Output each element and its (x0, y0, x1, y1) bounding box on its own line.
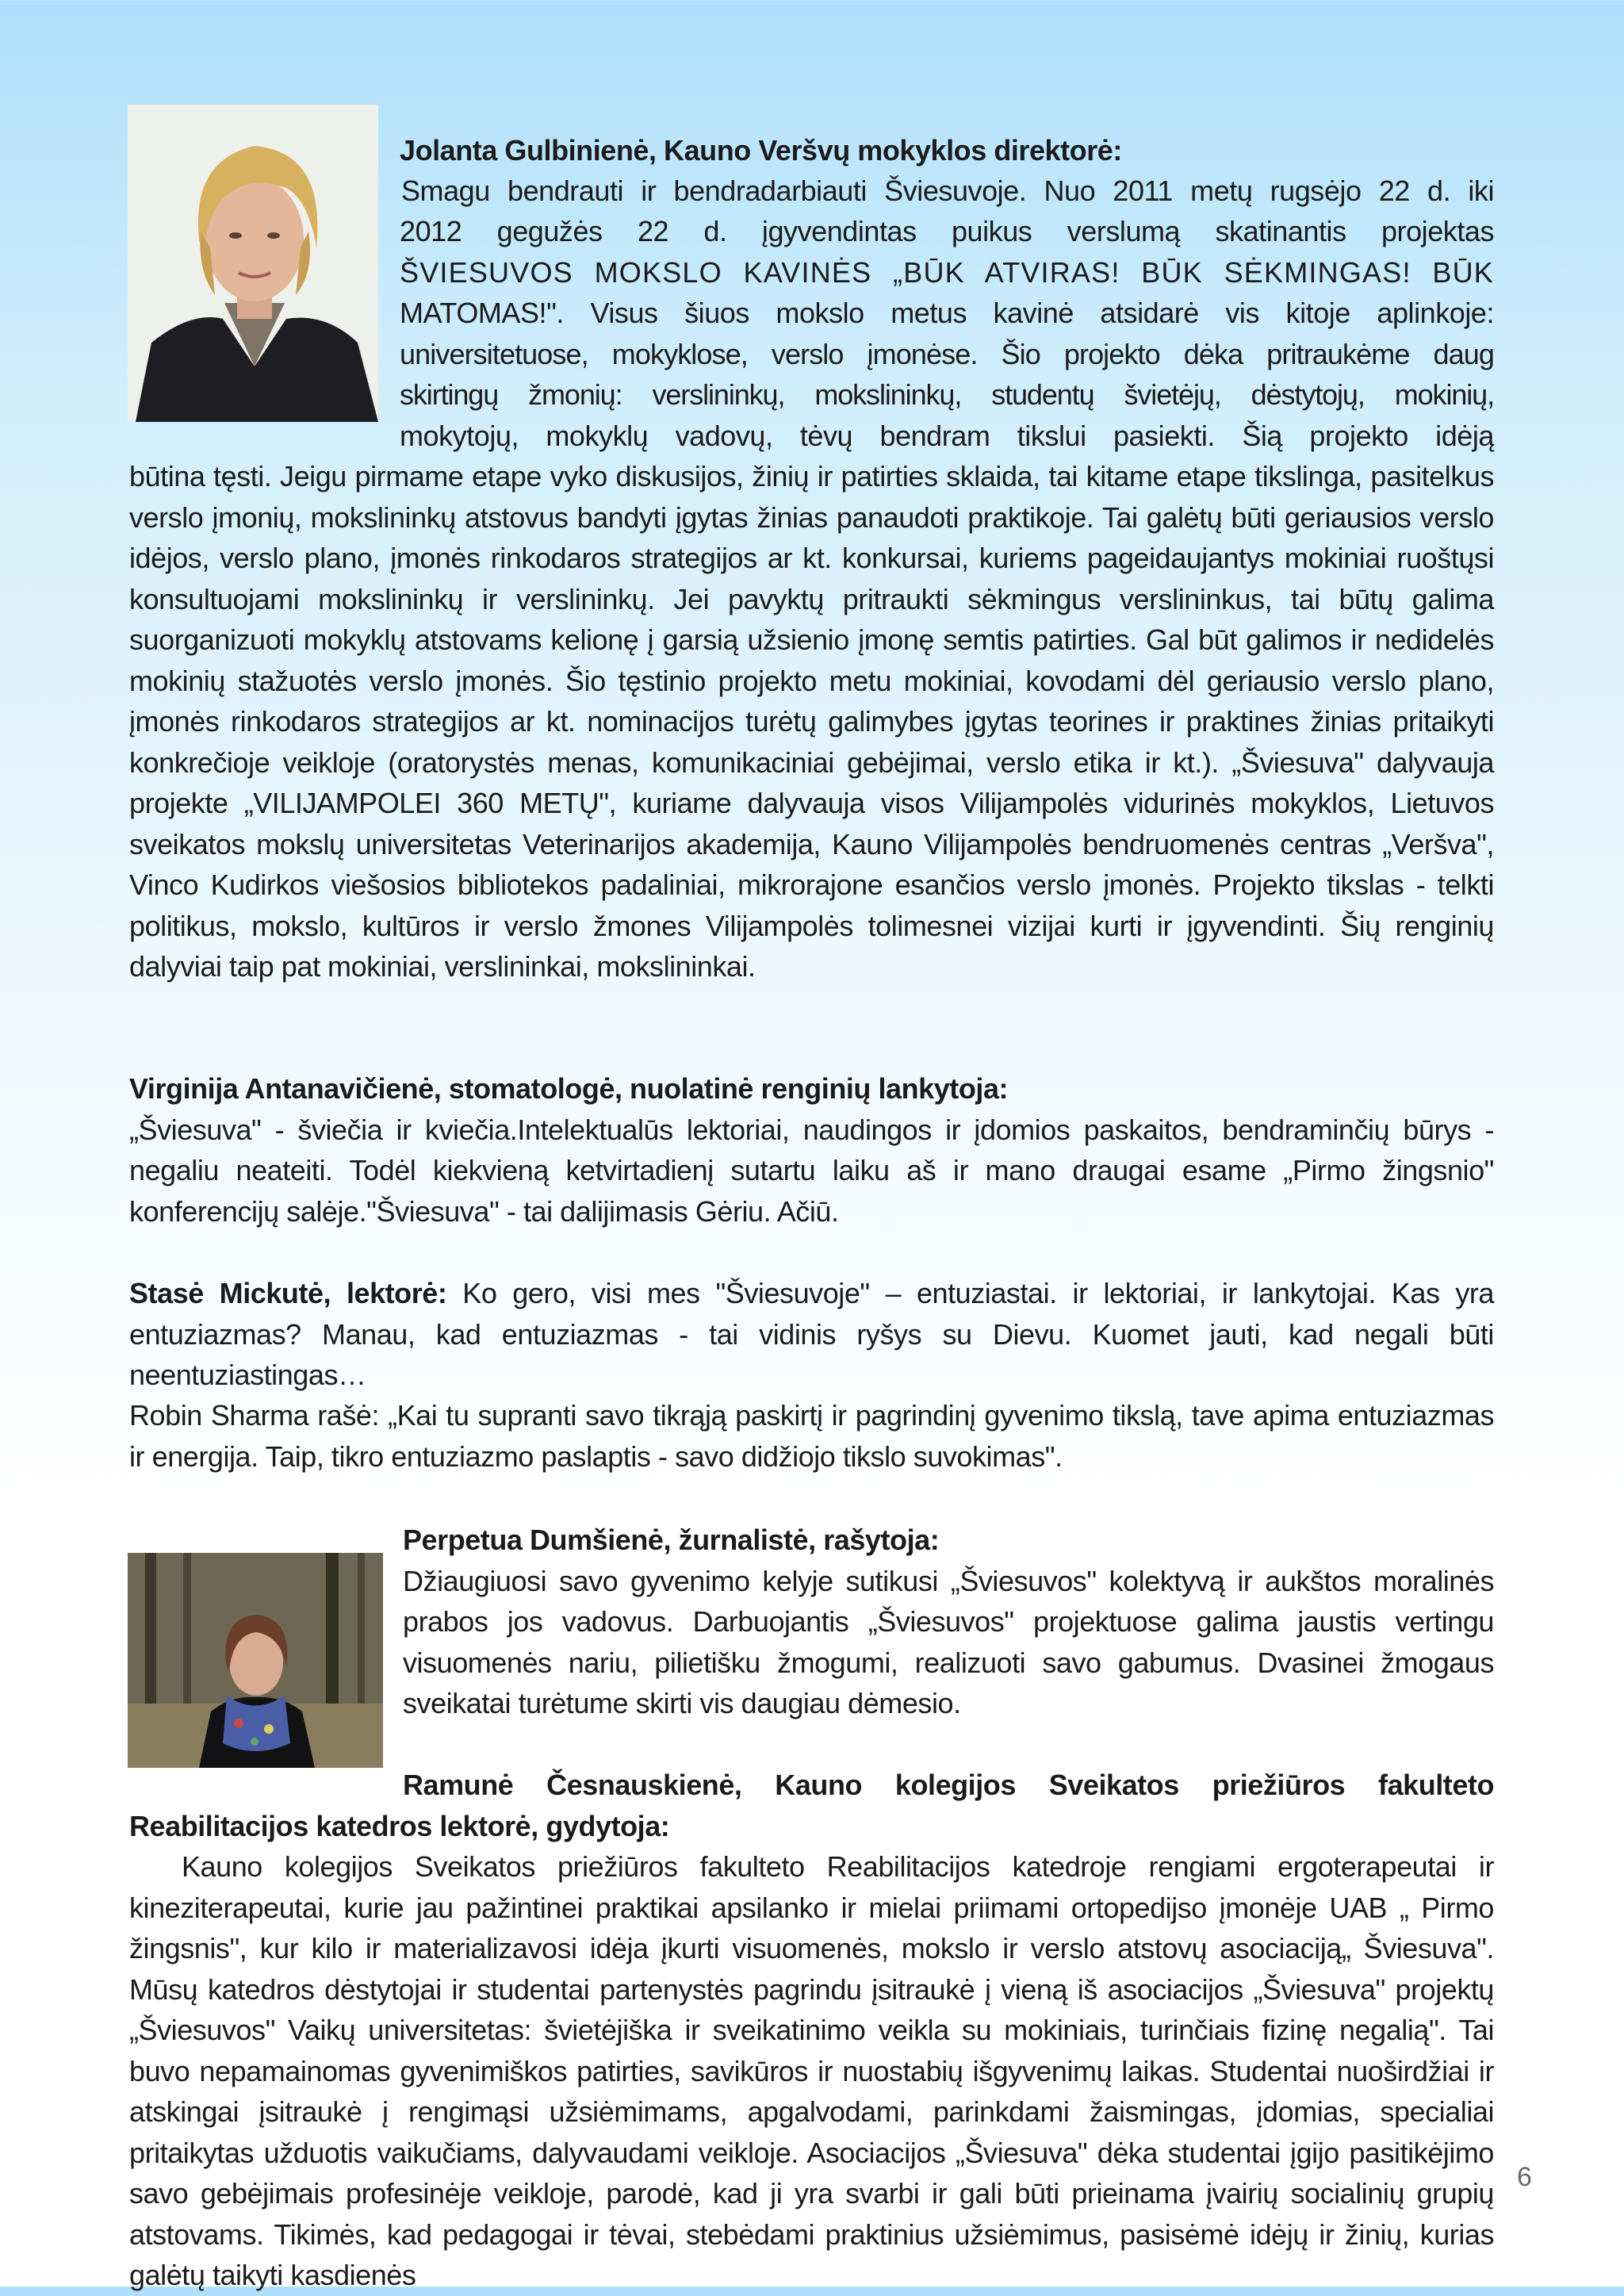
portrait-photo-jolanta (128, 105, 378, 422)
perpetua-text: Džiaugiuosi savo gyvenimo kelyje sutikusi „Šviesuvos" kolektyvą ir aukštos moralinės prabos jos vadovus. Darbuojantis „Šviesuvos" projektuose galima jaustis vertingu visuomenės nariu, pilietišku žmogumi, realizuoti savo gabumus. Dvasinei žmogaus sveikatai turėtume skirti vis daugiau dėmesio. (403, 1564, 1494, 1719)
stase-block (129, 1273, 1494, 1396)
virginija-heading: Virginija Antanavičienė, stomatologė, nuolatinė renginių lankytoja: (129, 1072, 1009, 1105)
virginija-block (129, 1068, 1494, 1232)
virginija-text: „Šviesuva" - šviečia ir kviečia.Intelektualūs lektoriai, naudingos ir įdomios paskaitos, bendraminčių būrys - negaliu neateiti. Todėl kiekvieną ketvirtadienį sutartu laiku aš ir mano draugai esame „Pirmo žingsnio" konferencijų salėje."Šviesuva" - tai dalijimasis Gėriu. Ačiū. (129, 1113, 1494, 1228)
ramune-text: Kauno kolegijos Sveikatos priežiūros fakulteto Reabilitacijos katedroje rengiami ergoterapeutai ir kineziterapeutai, kurie jau pažintinei praktikai apsilanko ir mielai priimami ortopedijso įmonėje UAB „ Pirmo žingsnis", kur kilo ir materializavosi idėja įkurti visuomenės, mokslo ir verslo atstovų asociaciją„ Šviesuva". Mūsų katedros dėstytojai ir studentai partenystės pagrindu įsitraukė į vieną iš asociacijos „Šviesuva" projektų „Šviesuvos" Vaikų universitetas: švietėjiška ir sveikatinimo veikla su mokiniais, turinčiais fizinę negalią". Tai buvo nepamainomas gyvenimiškos patirties, savikūros ir nuostabių išgyvenimų laikas. Studentai nuoširdžiai ir atskingai įsitraukė į rengimąsi užsiėmimams, apgalvodami, parinkdami žaismingas, įdomias, specialiai pritaikytas užduotis vaikučiams, dalyvaudami veikloje. Asociacijos „Šviesuva" dėka studentai įgijo pasitikėjimo savo gebėjimais profesinėje veikloje, parodė, kad ji yra svarbi ir gali būti prieinama įvairių socialinių grupių atstovams. Tikimės, kad pedagogai ir tėvai, stebėdami praktinius užsiėmimus, pasisėmė idėjų ir žinių, kurias galėtų taikyti kasdienės (129, 1850, 1494, 2291)
stase-heading: Stasė Mickutė, lektorė: (129, 1277, 447, 1309)
jolanta-body: būtina tęsti. Jeigu pirmame etape vyko diskusijos, žinių ir patirties sklaida, tai kitame etape tikslinga, pasitelkus verslo įmonių, mokslininkų atstovus bandyti įgytas žinias panaudoti praktikoje. Tai galėtų būti geriausios verslo idėjos, verslo plano, įmonės rinkodaros strategijos ar kt. konkursai, kuriems pageidaujantys mokiniai ruoštųsi konsultuojami mokslininkų ir verslininkų. Jei pavyktų pritraukti sėkmingus verslininkus, tai būtų galima suorganizuoti mokyklų atstovams kelionę į garsią užsienio įmonę semtis patirties. Gal būt galimos ir nedidelės mokinių stažuotės verslo įmonės. Šio tęstinio projekto metu mokiniai, kovodami dėl geriausio verslo plano, įmonės rinkodaros strategijos ar kt. nominacijos turėtų galimybes įgytas teorines ir praktines žinias pritaikyti konkrečioje veikloje (oratorystės menas, komunikaciniai gebėjimai, verslo etika ir kt.). „Šviesuva" dalyvauja projekte „VILIJAMPOLEI 360 METŲ", kuriame dalyvauja visos Vilijampolės vidurinės mokyklos, Lietuvos sveikatos mokslų universitetas Veterinarijos akademija, Kauno Vilijampolės bendruomenės centras „Veršva", Vinco Kudirkos viešosios bibliotekos padaliniai, mikrorajone esančios verslo įmonės. Projekto tikslas - telkti politikus, mokslo, kultūros ir verslo žmones Vilijampolės tolimesnei vizijai kurti ir įgyvendinti. Šių renginių dalyviai taip pat mokiniai, verslininkai, mokslininkai. (129, 460, 1494, 983)
perpetua-block (403, 1520, 1494, 1724)
stase-quote: Robin Sharma rašė: „Kai tu supranti savo tikrąją paskirtį ir pagrindinį gyvenimo tikslą, tave apima entuziazmas ir energija. Taip, tikro entuziazmo paslaptis - savo didžiojo tikslo suvokimas". (129, 1399, 1494, 1473)
jolanta-wrap-line: universitetuose, mokyklose, verslo įmonėse. Šio projekto dėka pritraukėme daug (400, 338, 1494, 370)
jolanta-wrap-line: ŠVIESUVOS MOKSLO KAVINĖS „BŪK ATVIRAS! BŪK SĖKMINGAS! BŪK (400, 256, 1494, 289)
perpetua-heading: Perpetua Dumšienė, žurnalistė, rašytoja: (403, 1524, 940, 1556)
jolanta-heading: Jolanta Gulbinienė, Kauno Veršvų mokyklos direktorė: (400, 134, 1122, 167)
page-number: 6 (1517, 2162, 1532, 2192)
jolanta-wrap-line: 2012 gegužės 22 d. įgyvendintas puikus verslumą skatinantis projektas (400, 215, 1494, 247)
jolanta-wrap-line: Smagu bendrauti ir bendradarbiauti Šviesuvoje. Nuo 2011 metų rugsėjo 22 d. iki (401, 174, 1494, 207)
jolanta-wrap-line: MATOMAS!". Visus šiuos mokslo metus kavinė atsidarė vis kitoje aplinkoje: (400, 297, 1494, 329)
ramune-heading: Ramunė Česnauskienė, Kauno kolegijos Sveikatos priežiūros fakulteto Reabilitacijos katedros lektorė, gydytoja: (129, 1769, 1494, 1842)
jolanta-wrap-line: skirtingų žmonių: verslininkų, mokslininkų, studentų švietėjų, dėstytojų, mokinių, (400, 378, 1494, 411)
portrait-illustration (128, 1553, 383, 1768)
portrait-photo-perpetua (128, 1553, 383, 1768)
stase-text: Ko gero, visi mes "Šviesuvoje" – entuziastai. ir lektoriai, ir lankytojai. Kas yra entuziazmas? Manau, kad entuziazmas - tai vidinis ryšys su Dievu. Kuomet jauti, kad negali būti neentuziastingas… (129, 1277, 1495, 1391)
portrait-illustration (128, 105, 378, 422)
jolanta-wrap-line: mokytojų, mokyklų vadovų, tėvų bendram tikslui pasiekti. Šią projekto idėją (400, 420, 1494, 452)
